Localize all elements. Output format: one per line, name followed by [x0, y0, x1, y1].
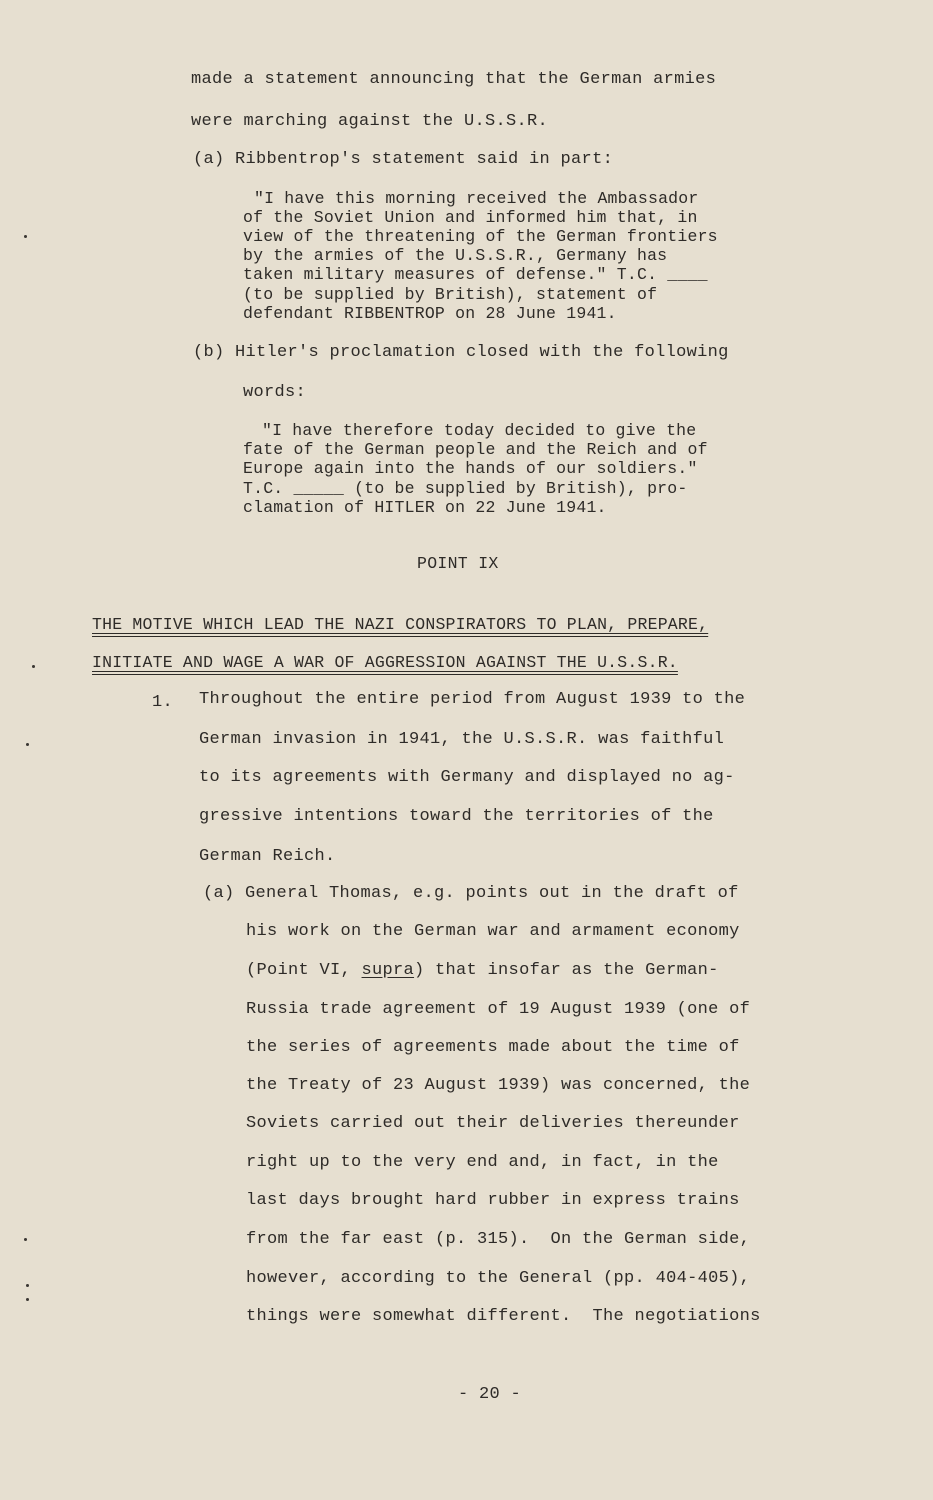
- quote-line: taken military measures of defense." T.C. ____: [243, 265, 708, 284]
- supra-emphasis: supra: [361, 961, 415, 980]
- para-line: Soviets carried out their deliveries thereunder: [246, 1114, 740, 1133]
- quote-line: "I have this morning received the Ambassador: [254, 189, 699, 208]
- text-span: (Point VI,: [246, 961, 362, 980]
- quote-line: fate of the German people and the Reich and of: [243, 440, 708, 459]
- margin-speck: [26, 743, 29, 746]
- margin-speck: [26, 1298, 29, 1301]
- margin-speck: [24, 1238, 27, 1241]
- para-line: German Reich.: [199, 847, 336, 866]
- intro-line-1: made a statement announcing that the German armies: [191, 70, 717, 89]
- intro-line-2: were marching against the U.S.S.R.: [191, 112, 549, 131]
- quote-line: Europe again into the hands of our soldiers.": [243, 459, 698, 478]
- para-1-number: 1.: [152, 693, 174, 712]
- para-line: Throughout the entire period from August 1939 to the: [199, 690, 746, 709]
- para-line: right up to the very end and, in fact, in the: [246, 1153, 719, 1172]
- margin-speck: [26, 1284, 29, 1287]
- para-line: his work on the German war and armament economy: [246, 922, 740, 941]
- item-b-line-1: (b) Hitler's proclamation closed with the following: [193, 343, 729, 362]
- margin-speck: [24, 235, 27, 238]
- margin-speck: [32, 665, 35, 668]
- quote-line: of the Soviet Union and informed him that, in: [243, 208, 698, 227]
- para-line: (a) General Thomas, e.g. points out in the draft of: [203, 884, 739, 903]
- para-line: however, according to the General (pp. 404-405),: [246, 1269, 751, 1288]
- quote-line: (to be supplied by British), statement of: [243, 285, 658, 304]
- para-line: the Treaty of 23 August 1939) was concerned, the: [246, 1076, 751, 1095]
- para-line: the series of agreements made about the time of: [246, 1038, 740, 1057]
- para-line: from the far east (p. 315). On the German side,: [246, 1230, 751, 1249]
- quote-line: "I have therefore today decided to give the: [262, 421, 697, 440]
- quote-line: defendant RIBBENTROP on 28 June 1941.: [243, 304, 617, 323]
- quote-line: by the armies of the U.S.S.R., Germany has: [243, 246, 668, 265]
- para-line: Russia trade agreement of 19 August 1939 (one of: [246, 1000, 751, 1019]
- para-line: last days brought hard rubber in express trains: [246, 1191, 740, 1210]
- section-heading-line-1: THE MOTIVE WHICH LEAD THE NAZI CONSPIRATORS TO PLAN, PREPARE,: [92, 615, 709, 634]
- text-span: ) that insofar as the German-: [414, 961, 719, 980]
- para-line-supra: [246, 961, 719, 980]
- para-line: to its agreements with Germany and displayed no ag-: [199, 768, 735, 787]
- quote-line: clamation of HITLER on 22 June 1941.: [243, 498, 607, 517]
- item-b-line-2: words:: [243, 383, 307, 402]
- para-line: things were somewhat different. The negotiations: [246, 1307, 761, 1326]
- quote-line: T.C. _____ (to be supplied by British), pro-: [243, 479, 688, 498]
- para-line: German invasion in 1941, the U.S.S.R. was faithful: [199, 730, 725, 749]
- point-title: POINT IX: [417, 554, 499, 573]
- quote-line: view of the threatening of the German frontiers: [243, 227, 718, 246]
- section-heading-line-2: INITIATE AND WAGE A WAR OF AGGRESSION AGAINST THE U.S.S.R.: [92, 653, 678, 672]
- para-line: gressive intentions toward the territories of the: [199, 807, 714, 826]
- page-number: - 20 -: [458, 1385, 522, 1404]
- item-a-label: (a) Ribbentrop's statement said in part:: [193, 150, 614, 169]
